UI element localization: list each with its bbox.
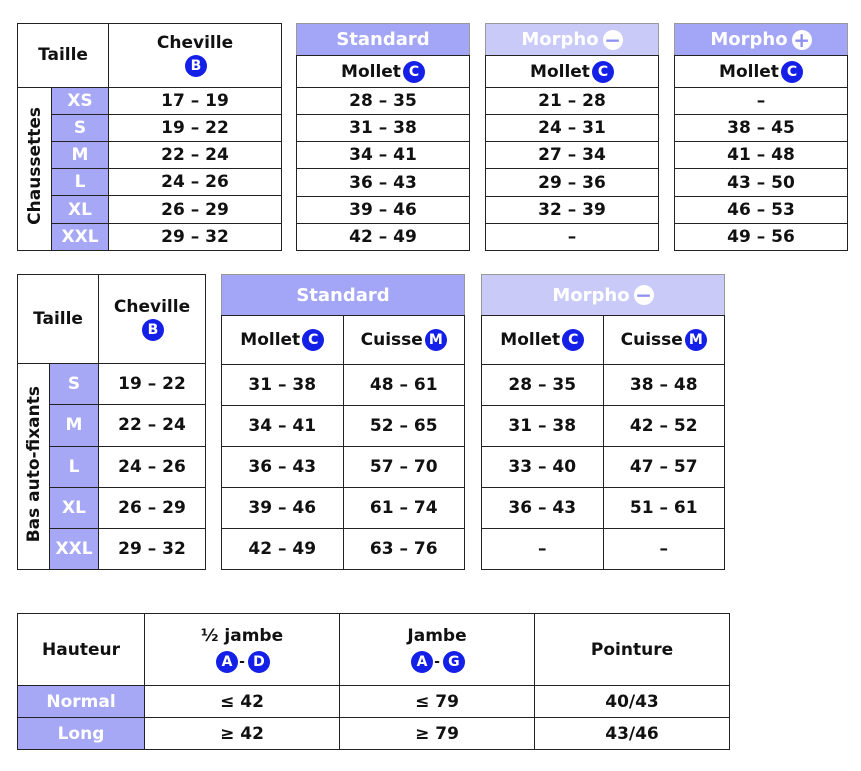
size-label: XXL [52, 223, 109, 250]
mollet-value: 36 – 43 [482, 488, 604, 529]
morpho-plus-header: Morpho + [674, 23, 848, 56]
mollet-value: 42 – 49 [297, 223, 470, 250]
cheville-value: 26 – 29 [99, 487, 206, 528]
cuisse-header: Cuisse M [343, 316, 465, 365]
badge-m-icon: M [425, 329, 447, 351]
mollet-value: 31 – 38 [482, 406, 604, 447]
mollet-value: 31 – 38 [222, 365, 344, 406]
cheville-value: 26 – 29 [109, 196, 282, 223]
plus-icon: + [793, 27, 810, 52]
cheville-value: 24 – 26 [99, 446, 206, 487]
cheville-value: 22 – 24 [109, 142, 282, 169]
cheville-value: 22 – 24 [99, 405, 206, 446]
mollet-header: Mollet C [297, 56, 470, 88]
mollet-value: 36 – 43 [222, 447, 344, 488]
cheville-header: Cheville B [109, 24, 282, 88]
cheville-value: 17 – 19 [109, 87, 282, 114]
mollet-value: 39 – 46 [222, 488, 344, 529]
cheville-value: 24 – 26 [109, 169, 282, 196]
cheville-value: 29 – 32 [99, 528, 206, 569]
cuisse-value: 57 – 70 [343, 447, 465, 488]
cuisse-value: 51 – 61 [603, 488, 725, 529]
minus-icon: − [635, 283, 652, 307]
mollet-header: Mollet C [222, 316, 344, 365]
cheville-header: Cheville B [99, 275, 206, 364]
mollet-value: 36 – 43 [297, 169, 470, 196]
mollet-value: – [675, 88, 848, 115]
cuisse-header: Cuisse M [603, 316, 725, 365]
mollet-value: 38 – 45 [675, 115, 848, 142]
badge-g-icon: G [443, 651, 465, 673]
size-label: S [52, 114, 109, 141]
size-label: M [52, 142, 109, 169]
cuisse-value: 61 – 74 [343, 488, 465, 529]
morpho-mollet-cuisse-table [481, 315, 725, 570]
size-label: XL [50, 487, 99, 528]
mollet-value: 46 – 53 [675, 196, 848, 223]
cheville-value: 19 – 22 [109, 114, 282, 141]
demi-jambe-header: ½ jambe A - D [145, 614, 340, 686]
mollet-value: 41 – 48 [675, 142, 848, 169]
pointure-header: Pointure [535, 614, 730, 686]
morpho-plus-mollet-table [674, 55, 848, 251]
mollet-value: – [482, 529, 604, 570]
standard-mollet-table [296, 55, 470, 251]
cuisse-value: 38 – 48 [603, 365, 725, 406]
cheville-value: 19 – 22 [99, 364, 206, 405]
mollet-value: 42 – 49 [222, 529, 344, 570]
jambe-header: Jambe A - G [340, 614, 535, 686]
demi-jambe-value: ≤ 42 [145, 686, 340, 718]
group-label: Chaussettes [18, 87, 52, 250]
badge-m-icon: M [685, 329, 707, 351]
cuisse-value: – [603, 529, 725, 570]
mollet-value: 32 – 39 [486, 196, 659, 223]
badge-d-icon: D [248, 651, 270, 673]
minus-icon: − [604, 27, 621, 52]
chaussettes-size-table [17, 23, 282, 251]
morpho-minus-mollet-table [485, 55, 659, 251]
taille-header: Taille [18, 24, 109, 88]
cheville-value: 29 – 32 [109, 223, 282, 250]
badge-b-icon: B [142, 319, 164, 341]
hauteur-label: Long [18, 718, 145, 750]
mollet-value: 24 – 31 [486, 115, 659, 142]
size-label: XXL [50, 528, 99, 569]
mollet-header: Mollet C [486, 56, 659, 88]
mollet-value: 28 – 35 [297, 88, 470, 115]
size-label: L [52, 169, 109, 196]
cuisse-value: 47 – 57 [603, 447, 725, 488]
mollet-value: 39 – 46 [297, 196, 470, 223]
mollet-header: Mollet C [482, 316, 604, 365]
mollet-value: 21 – 28 [486, 88, 659, 115]
badge-a-icon: A [411, 651, 433, 673]
badge-c-icon: C [302, 329, 324, 351]
cuisse-value: 63 – 76 [343, 529, 465, 570]
hauteur-table [17, 613, 730, 749]
hauteur-label: Normal [18, 686, 145, 718]
cuisse-value: 42 – 52 [603, 406, 725, 447]
standard-mollet-cuisse-table [221, 315, 465, 570]
mollet-header: Mollet C [675, 56, 848, 88]
mollet-value: 34 – 41 [222, 406, 344, 447]
jambe-value: ≤ 79 [340, 686, 535, 718]
hauteur-header: Hauteur [18, 614, 145, 686]
mollet-value: 34 – 41 [297, 142, 470, 169]
bas-auto-fixants-size-table [17, 274, 206, 570]
morpho-minus-header: Morpho − [485, 23, 659, 56]
cuisse-value: 48 – 61 [343, 365, 465, 406]
taille-header: Taille [18, 275, 99, 364]
morpho-minus-header: Morpho − [481, 274, 725, 316]
size-label: S [50, 364, 99, 405]
badge-c-icon: C [592, 61, 614, 83]
group-label: Bas auto-fixants [18, 364, 50, 570]
badge-c-icon: C [781, 61, 803, 83]
cuisse-value: 52 – 65 [343, 406, 465, 447]
standard-header: Standard [221, 274, 465, 316]
mollet-value: 33 – 40 [482, 447, 604, 488]
demi-jambe-value: ≥ 42 [145, 718, 340, 750]
mollet-value: – [486, 223, 659, 250]
mollet-value: 43 – 50 [675, 169, 848, 196]
pointure-value: 40/43 [535, 686, 730, 718]
badge-b-icon: B [185, 55, 207, 77]
mollet-value: 49 – 56 [675, 223, 848, 250]
mollet-value: 29 – 36 [486, 169, 659, 196]
mollet-value: 27 – 34 [486, 142, 659, 169]
mollet-value: 28 – 35 [482, 365, 604, 406]
badge-a-icon: A [216, 651, 238, 673]
badge-c-icon: C [562, 329, 584, 351]
standard-header: Standard [296, 23, 470, 56]
size-label: XS [52, 87, 109, 114]
size-label: L [50, 446, 99, 487]
mollet-value: 31 – 38 [297, 115, 470, 142]
size-label: XL [52, 196, 109, 223]
pointure-value: 43/46 [535, 718, 730, 750]
size-label: M [50, 405, 99, 446]
jambe-value: ≥ 79 [340, 718, 535, 750]
badge-c-icon: C [403, 61, 425, 83]
